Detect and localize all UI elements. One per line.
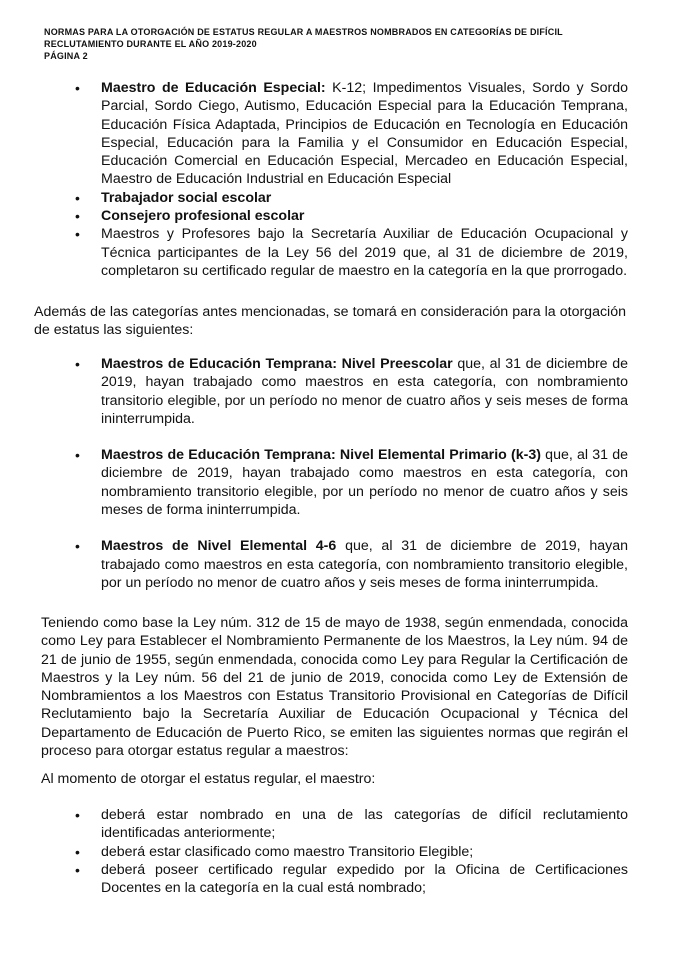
requirements-intro: Al momento de otorgar el estatus regular, el maestro: (41, 771, 376, 787)
list-item (0, 207, 628, 225)
list-item (0, 355, 628, 428)
header-page-number: PÁGINA 2 (44, 51, 88, 61)
page-header (44, 26, 644, 62)
bullet-icon: • (75, 356, 80, 372)
list-item-text: que, al 31 de diciembre de 2019, hayan trabajado como maestros en esta categoría, con nombramiento transitorio elegible, por un período no menor de cuatro años y seis meses de forma ininterrumpida. (101, 538, 628, 591)
header-title-line2: RECLUTAMIENTO DURANTE EL AÑO 2019-2020 (44, 39, 257, 49)
list-item (0, 189, 628, 207)
list-item-text: deberá estar clasificado como maestro Transitorio Elegible; (101, 843, 474, 860)
list-item (0, 537, 628, 592)
list-item-text: deberá poseer certificado regular expedido por la Oficina de Certificaciones Docentes en la categoría en la cual está nombrado; (101, 861, 628, 897)
list-item-bold: Maestro de Educación Especial: (101, 80, 326, 96)
list-item (0, 806, 628, 843)
bullet-icon: • (75, 208, 80, 225)
list-item (0, 861, 628, 898)
legal-basis-paragraph: Teniendo como base la Ley núm. 312 de 15 de mayo de 1938, según enmendada, conocida como Ley para Establecer el Nombramiento Permanente de los Maestros, la Ley núm. 94 de 21 de junio de 1955, según enmendada, conocida como Ley para Regular la Certificación de Maestros y la Ley núm. 56 del 21 de junio de 2019, conocida como Ley de Extensión de Nombramientos a los Maestros con Estatus Transitorio Provisional en Categorías de Difícil Reclutamiento bajo la Secretaría Auxiliar de Educación Ocupacional y Técnica del Departamento de Educación de Puerto Rico, se emiten las siguientes normas que regirán el proceso para otorgar estatus regular a maestros: (41, 615, 628, 760)
list-item-bold: Maestros de Educación Temprana: Nivel Elemental Primario (k-3) (101, 447, 541, 464)
bullet-icon: • (75, 538, 80, 555)
requirements-list (0, 806, 681, 897)
list-item (0, 79, 628, 189)
list-item (0, 446, 628, 519)
bullet-icon: • (75, 189, 80, 206)
list-item-bold: Maestros de Educación Temprana: Nivel Preescolar (101, 356, 453, 372)
bullet-icon: • (75, 226, 80, 243)
bullet-icon: • (75, 861, 80, 878)
header-title-line1: NORMAS PARA LA OTORGACIÓN DE ESTATUS REGULAR A MAESTROS NOMBRADOS EN CATEGORÍAS DE DIFÍCIL (44, 27, 563, 37)
list-item (0, 843, 628, 861)
list-item-bold: Trabajador social escolar (101, 189, 272, 206)
list-item-text: deberá estar nombrado en una de las categorías de difícil reclutamiento identificadas anteriormente; (101, 807, 628, 842)
bullet-icon: • (75, 80, 80, 96)
list-item-bold: Consejero profesional escolar (101, 208, 305, 225)
category-list (0, 79, 681, 280)
list-item-bold: Maestros de Nivel Elemental 4-6 (101, 538, 337, 555)
bullet-icon: • (75, 843, 80, 860)
bullet-icon: • (75, 807, 80, 823)
list-item-text: Maestros y Profesores bajo la Secretaría Auxiliar de Educación Ocupacional y Técnica participantes de la Ley 56 del 2019 que, al 31 de diciembre de 2019, completaron su certificado regular de maestro en la categoría en la que prorrogado. (101, 226, 628, 279)
bullet-icon: • (75, 447, 80, 464)
intro-paragraph: Además de las categorías antes mencionadas, se tomará en consideración para la otorgación de estatus las siguientes: (34, 304, 626, 339)
additional-category-list (0, 355, 681, 592)
list-item-text: que, al 31 de diciembre de 2019, hayan trabajado como maestros en esta categoría, con nombramiento transitorio elegible, por un período no menor de cuatro años y seis meses de forma ininterrumpida. (101, 356, 628, 427)
list-item-text: K-12; Impedimentos Visuales, Sordo y Sordo Parcial, Sordo Ciego, Autismo, Educación Especial para la Educación Temprana, Educación Física Adaptada, Principios de Educación en Tecnología en Educación Especial, Educación para la Familia y el Consumidor en Educación Especial, Educación Comercial en Educación Especial, Mercadeo en Educación Especial, Maestro de Educación Industrial en Educación Especial (101, 80, 628, 188)
list-item (0, 225, 628, 280)
list-item-text: que, al 31 de diciembre de 2019, hayan trabajado como maestros en esta categoría, con nombramiento transitorio elegible, por un período no menor de cuatro años y seis meses de forma ininterrumpida. (101, 447, 629, 519)
